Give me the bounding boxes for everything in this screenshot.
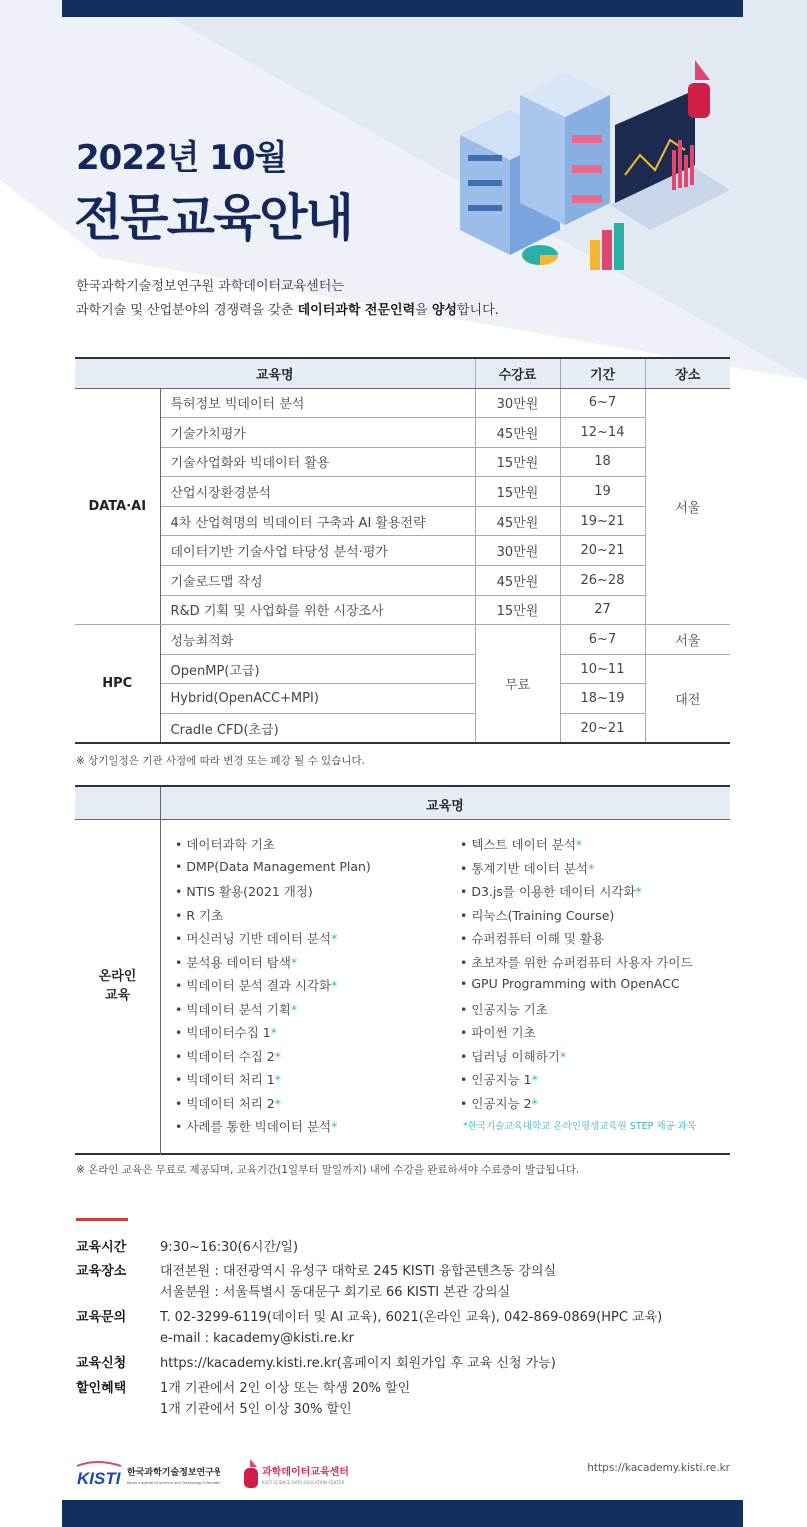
course-period: 10~11 <box>560 654 645 684</box>
info-apply-link[interactable]: https://kacademy.kisti.re.kr(홈페이지 회원가입 후 교육 신청 가능) <box>160 1356 556 1371</box>
kisti-sub: Korea Institute of Science and Technology Information <box>127 1481 220 1485</box>
online-course-item <box>175 953 371 977</box>
online-course-name: 인공지능 기초 <box>471 1001 548 1017</box>
course-fee: 15만원 <box>475 477 560 507</box>
course-period: 20~21 <box>560 536 645 566</box>
online-course-item <box>175 1023 371 1047</box>
online-course-name: 분석용 데이터 탐색 <box>186 954 291 970</box>
info-apply-label: 교육신청 <box>76 1356 127 1371</box>
group-data-ai: DATA·AI <box>75 388 160 625</box>
table-row <box>75 447 730 477</box>
course-name: 성능최적화 <box>160 625 475 655</box>
table-row <box>75 477 730 507</box>
step-mark: * <box>274 1048 281 1064</box>
online-course-item <box>175 882 371 906</box>
online-course-list-left <box>175 835 371 1141</box>
step-mark: * <box>331 1119 338 1134</box>
online-course-item <box>460 859 693 883</box>
bottom-bar <box>62 1500 743 1527</box>
kisti-logo-text: KISTI <box>77 1469 121 1488</box>
section-accent-line <box>76 1218 128 1221</box>
info-discount-label: 할인혜택 <box>76 1381 127 1396</box>
table-row <box>75 625 730 655</box>
online-course-item <box>460 953 693 977</box>
course-fee: 45만원 <box>475 506 560 536</box>
table-row <box>75 595 730 625</box>
info-place-value-2: 서울분원 : 서울특별시 동대문구 회기로 66 KISTI 본관 강의실 <box>160 1285 511 1300</box>
table-row <box>75 714 730 744</box>
course-name: 산업시장환경분석 <box>160 477 475 507</box>
online-course-name: 빅데이터 처리 1 <box>186 1072 275 1087</box>
header-course: 교육명 <box>75 358 475 388</box>
table-row <box>75 506 730 536</box>
online-course-name: 인공지능 2 <box>471 1095 532 1111</box>
step-mark: * <box>531 1095 538 1111</box>
header-date: 2022년 10월 <box>76 138 287 178</box>
step-mark: * <box>575 837 583 852</box>
online-course-list-right <box>460 835 693 1117</box>
step-mark: * <box>331 978 338 993</box>
data-server-illustration <box>440 55 740 295</box>
online-course-name: NTIS 활용(2021 개정) <box>186 884 313 899</box>
center-logo <box>240 1458 360 1490</box>
step-mark: * <box>274 1072 281 1087</box>
online-course-item <box>460 976 693 1000</box>
online-course-name: 슈퍼컴퓨터 이해 및 활용 <box>471 931 605 946</box>
top-bar <box>62 0 743 17</box>
kisti-logo-mark <box>75 1460 220 1490</box>
online-course-item <box>175 835 371 859</box>
online-course-name: 텍스트 데이터 분석 <box>471 837 576 852</box>
info-time-value: 9:30~16:30(6시간/일) <box>160 1240 299 1255</box>
course-name: Hybrid(OpenACC+MPI) <box>160 684 475 714</box>
header-fee: 수강료 <box>475 358 560 388</box>
online-course-name: D3.js를 이용한 데이터 시각화 <box>471 884 636 899</box>
step-mark: * <box>635 884 642 899</box>
online-course-item <box>175 906 371 930</box>
online-course-item <box>175 1117 371 1141</box>
course-fee: 45만원 <box>475 566 560 596</box>
online-course-name: 빅데이터수집 1 <box>186 1025 271 1040</box>
online-course-item <box>175 976 371 1000</box>
online-course-item <box>175 1047 371 1071</box>
course-name: 기술사업화와 빅데이터 활용 <box>160 447 475 477</box>
info-contact-phone: T. 02-3299-6119(데이터 및 AI 교육), 6021(온라인 교육), 042-869-0869(HPC 교육) <box>160 1310 663 1325</box>
course-period: 6~7 <box>560 625 645 655</box>
center-name: 과학데이터교육센터 <box>262 1467 349 1478</box>
online-course-item <box>175 1094 371 1118</box>
hpc-fee: 무료 <box>475 625 560 743</box>
info-time-label: 교육시간 <box>76 1240 127 1255</box>
info-place-label: 교육장소 <box>76 1264 127 1279</box>
info-discount-value-2: 1개 기관에서 5인 이상 30% 할인 <box>160 1402 352 1417</box>
online-course-name: 빅데이터 처리 2 <box>186 1095 275 1111</box>
course-period: 18~19 <box>560 684 645 714</box>
page-title: 전문교육안내 <box>74 189 352 247</box>
center-sub: KISTI SCIENCE DATA EDUCATION CENTER <box>262 1480 345 1485</box>
online-course-item <box>460 1070 693 1094</box>
table-row <box>75 536 730 566</box>
intro-highlight-1: 데이터과학 전문인력 <box>297 303 416 318</box>
course-name: 4차 산업혁명의 빅데이터 구축과 AI 활용전략 <box>160 506 475 536</box>
online-course-name: 데이터과학 기초 <box>186 837 275 852</box>
intro-line-1: 한국과학기술정보연구원 과학데이터교육센터는 <box>76 279 344 294</box>
online-course-item <box>460 906 693 930</box>
online-note: ※ 온라인 교육은 무료로 제공되며, 교육기간(1일부터 말일까지) 내에 수강을 완료하셔야 수료증이 발급됩니다. <box>76 1164 580 1176</box>
step-mark: * <box>274 1095 281 1111</box>
online-course-item <box>175 859 371 883</box>
schedule-note: ※ 상기일정은 기관 사정에 따라 변경 또는 폐강 될 수 있습니다. <box>76 755 365 767</box>
course-fee: 15만원 <box>475 447 560 477</box>
online-course-name: DMP(Data Management Plan) <box>186 858 371 874</box>
online-course-name: 초보자를 위한 슈퍼컴퓨터 사용자 가이드 <box>471 954 693 970</box>
online-course-name: 리눅스(Training Course) <box>471 907 615 923</box>
course-period: 19~21 <box>560 506 645 536</box>
star-note: *한국기술교육대학교 온라인평생교육원 STEP 제공 과목 <box>463 1121 697 1132</box>
course-period: 6~7 <box>560 388 645 418</box>
online-course-name: R 기초 <box>186 907 224 923</box>
info-discount-value-1: 1개 기관에서 2인 이상 또는 학생 20% 할인 <box>160 1381 411 1396</box>
online-course-item <box>175 1070 371 1094</box>
online-course-item <box>460 1047 693 1071</box>
online-course-name: 파이썬 기초 <box>471 1025 536 1040</box>
course-period: 18 <box>560 447 645 477</box>
kisti-name: 한국과학기술정보연구원 <box>127 1468 220 1478</box>
intro-line-2-post: 합니다. <box>456 303 499 318</box>
step-mark: * <box>290 1001 298 1017</box>
course-name: 기술로드맵 작성 <box>160 566 475 596</box>
intro-line-2-mid: 을 <box>415 303 432 318</box>
course-period: 12~14 <box>560 418 645 448</box>
place-seoul-hpc: 서울 <box>645 625 730 655</box>
course-name: R&D 기획 및 사업화를 위한 시장조사 <box>160 595 475 625</box>
online-course-name: 빅데이터 분석 결과 시각화 <box>186 978 332 993</box>
course-fee: 30만원 <box>475 388 560 418</box>
online-course-name: 딥러닝 이해하기 <box>471 1048 560 1064</box>
online-course-name: 통계기반 데이터 분석 <box>471 860 588 876</box>
table-row <box>75 684 730 714</box>
intro-line-2-pre: 과학기술 및 산업분야의 경쟁력을 갖춘 <box>76 303 298 318</box>
online-course-name: 사례를 통한 빅데이터 분석 <box>186 1119 332 1134</box>
online-course-item <box>460 882 693 906</box>
table-row <box>75 388 730 418</box>
course-name: 특허정보 빅데이터 분석 <box>160 388 475 418</box>
online-course-item <box>460 1094 693 1118</box>
place-daejeon: 대전 <box>645 654 730 743</box>
course-name: 기술가치평가 <box>160 418 475 448</box>
center-logo-mark <box>240 1458 360 1490</box>
group-hpc: HPC <box>75 625 160 743</box>
group-online-line-1: 온라인 <box>98 969 137 984</box>
info-place-value-1: 대전본원 : 대전광역시 유성구 대학로 245 KISTI 융합콘텐츠동 강의실 <box>160 1264 557 1279</box>
online-course-item <box>460 1023 693 1047</box>
course-name: OpenMP(고급) <box>160 654 475 684</box>
online-table-header <box>75 787 730 820</box>
online-course-name: 머신러닝 기반 데이터 분석 <box>186 931 332 946</box>
step-mark: * <box>270 1025 277 1040</box>
course-fee: 45만원 <box>475 418 560 448</box>
table-row <box>75 418 730 448</box>
header-place: 장소 <box>645 358 730 388</box>
intro-text <box>76 275 499 323</box>
step-mark: * <box>290 954 298 970</box>
table-row <box>75 654 730 684</box>
info-contact-email: e-mail : kacademy@kisti.re.kr <box>160 1331 354 1346</box>
step-mark: * <box>587 860 595 876</box>
online-course-name: 인공지능 1 <box>471 1072 532 1087</box>
online-course-name: GPU Programming with OpenACC <box>471 976 680 991</box>
course-name: 데이터기반 기술사업 타당성 분석·평가 <box>160 536 475 566</box>
group-online <box>75 967 160 1005</box>
intro-line-2 <box>76 299 499 323</box>
online-course-name: 빅데이터 분석 기획 <box>186 1001 291 1017</box>
schedule-table <box>75 357 730 744</box>
online-course-item <box>460 835 693 859</box>
group-online-line-2: 교육 <box>104 988 131 1003</box>
course-name: Cradle CFD(초급) <box>160 714 475 744</box>
kisti-logo <box>75 1460 220 1490</box>
course-period: 19 <box>560 477 645 507</box>
header-period: 기간 <box>560 358 645 388</box>
online-course-item <box>460 1000 693 1024</box>
online-course-item <box>460 929 693 953</box>
step-mark: * <box>559 1048 567 1064</box>
info-contact-label: 교육문의 <box>76 1310 127 1325</box>
online-course-item <box>175 1000 371 1024</box>
course-fee: 15만원 <box>475 595 560 625</box>
online-course-table <box>75 785 730 1155</box>
intro-highlight-2: 양성 <box>431 303 457 318</box>
step-mark: * <box>531 1072 538 1087</box>
place-seoul: 서울 <box>645 388 730 625</box>
footer-url[interactable]: https://kacademy.kisti.re.kr <box>587 1462 730 1474</box>
course-period: 27 <box>560 595 645 625</box>
online-course-item <box>175 929 371 953</box>
online-header-course: 교육명 <box>426 799 464 814</box>
course-period: 20~21 <box>560 714 645 744</box>
online-course-name: 빅데이터 수집 2 <box>186 1048 275 1064</box>
online-divider <box>160 787 161 1155</box>
course-period: 26~28 <box>560 566 645 596</box>
schedule-header-row <box>75 358 730 388</box>
course-fee: 30만원 <box>475 536 560 566</box>
step-mark: * <box>331 931 338 946</box>
table-row <box>75 566 730 596</box>
